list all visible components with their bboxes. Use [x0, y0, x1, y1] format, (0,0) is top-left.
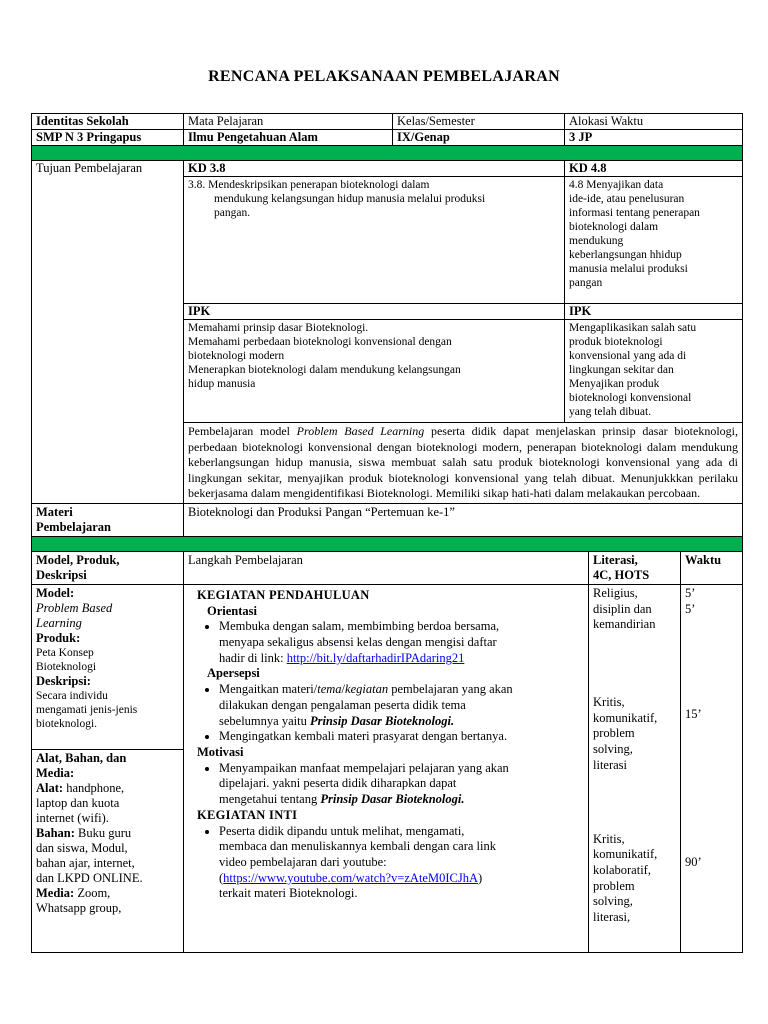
- literasi-cell: [589, 584, 681, 952]
- media-text: Whatsapp group,: [36, 900, 122, 915]
- kd2-line: 4.8 Menyajikan data: [569, 179, 664, 191]
- alat-text: laptop dan kuota: [36, 795, 120, 810]
- alat-cell: [32, 749, 184, 952]
- daftar-hadir-link[interactable]: http://bit.ly/daftarhadirIPAdaring21: [286, 650, 465, 665]
- waktu-value: 5’: [685, 585, 696, 600]
- steps-table: [31, 552, 743, 953]
- paragraph-text: Pembelajaran model: [188, 424, 297, 438]
- col-literasi-line: 4C, HOTS: [593, 567, 650, 582]
- ipk1-text: [184, 320, 565, 423]
- col-model-line: Deskripsi: [36, 567, 87, 582]
- waktu-value: 5’: [685, 601, 696, 616]
- kegiatan-inti-heading: KEGIATAN INTI: [197, 807, 298, 822]
- step-text: menyapa sekaligus absensi kelas dengan mengisi daftar: [219, 635, 497, 650]
- tujuan-paragraph: [184, 423, 743, 504]
- ipk1-title: IPK: [184, 304, 565, 320]
- tujuan-table: [31, 161, 743, 552]
- kd2-line: informasi tentang penerapan: [569, 207, 700, 219]
- ipk2-line: Menyajikan produk: [569, 378, 660, 390]
- literasi-line: Kritis,: [593, 831, 625, 846]
- model-value: Problem Based: [36, 600, 113, 615]
- ipk2-line: produk bioteknologi: [569, 336, 663, 348]
- deskripsi-line: Secara individu: [36, 689, 108, 702]
- bahan-text: bahan ajar, internet,: [36, 855, 135, 870]
- kd1-number: 3.8.: [188, 179, 206, 191]
- literasi-block-3: [593, 832, 676, 926]
- step-text: ): [477, 870, 483, 885]
- model-label: Model:: [36, 585, 75, 600]
- literasi-line: komunikatif,: [593, 847, 658, 862]
- ipk1-line: Menerapkan bioteknologi dalam mendukung kelangsungan: [188, 364, 461, 376]
- produk-value: Peta Konsep: [36, 646, 94, 659]
- literasi-block-1: [593, 586, 676, 633]
- orientasi-list: [197, 619, 582, 666]
- apersepsi-heading: Apersepsi: [207, 666, 260, 681]
- kd2-text: [565, 177, 743, 304]
- deskripsi-line: bioteknologi.: [36, 717, 98, 730]
- literasi-line: solving,: [593, 894, 633, 909]
- step-text: sebelumnya yaitu: [219, 713, 310, 728]
- deskripsi-label: Deskripsi:: [36, 673, 91, 688]
- step-text: video pembelajaran dari youtube:: [219, 854, 387, 869]
- col-model-line: Model, Produk,: [36, 552, 120, 567]
- alat-line: [36, 781, 179, 796]
- literasi-line: literasi: [593, 757, 628, 772]
- label-kelas: Kelas/Semester: [393, 114, 565, 130]
- ipk2-line: Mengaplikasikan salah satu: [569, 322, 697, 334]
- step-text: Membuka dengan salam, membimbing berdoa bersama,: [219, 619, 500, 634]
- literasi-block-2: [593, 695, 676, 774]
- deskripsi-line: mengamati jenis-jenis: [36, 703, 138, 716]
- ipk2-line: yang telah dibuat.: [569, 406, 652, 418]
- langkah-cell: [184, 584, 589, 952]
- value-sekolah: SMP N 3 Pringapus: [32, 130, 184, 146]
- ipk2-line: bioteknologi konvensional: [569, 392, 692, 404]
- kd2-title: KD 4.8: [565, 161, 743, 177]
- waktu-value: 90’: [685, 855, 702, 870]
- literasi-line: kemandirian: [593, 617, 656, 632]
- step-text: mengetahui tentang: [219, 792, 321, 807]
- waktu-cell: [681, 584, 743, 952]
- value-alokasi: 3 JP: [565, 130, 743, 146]
- kd2-line: ide-ide, atau penelusuran: [569, 193, 685, 205]
- apersepsi-list: [197, 682, 582, 745]
- ipk1-line: bioteknologi modern: [188, 350, 285, 362]
- bahan-text: dan siswa, Modul,: [36, 840, 128, 855]
- bahan-label: Bahan:: [36, 825, 75, 840]
- alat-text: internet (wifi).: [36, 810, 109, 825]
- step-text: (: [219, 870, 224, 885]
- media-text: Zoom,: [74, 885, 111, 900]
- literasi-line: disiplin dan: [593, 601, 652, 616]
- literasi-line: problem: [593, 726, 635, 741]
- media-line: [36, 886, 179, 901]
- document-title: RENCANA PELAKSANAAN PEMBELAJARAN: [208, 68, 560, 85]
- produk-label: Produk:: [36, 630, 81, 645]
- bahan-text: Buku guru: [74, 825, 132, 840]
- kegiatan-pendahuluan-heading: KEGIATAN PENDAHULUAN: [197, 587, 370, 602]
- kd1-text: [184, 177, 565, 304]
- step-text: Prinsip Dasar Bioteknologi.: [320, 792, 465, 807]
- paragraph-model: Problem Based Learning: [296, 424, 425, 438]
- ipk2-title: IPK: [565, 304, 743, 320]
- step-text: tema: [317, 682, 342, 697]
- label-alokasi: Alokasi Waktu: [565, 114, 743, 130]
- orientasi-heading: Orientasi: [207, 603, 257, 618]
- ipk2-line: lingkungan sekitar dan: [569, 364, 674, 376]
- list-item: [219, 761, 582, 808]
- col-literasi-line: Literasi,: [593, 552, 638, 567]
- ipk1-line: hidup manusia: [188, 378, 256, 390]
- alat-heading: Media:: [36, 765, 75, 780]
- model-value: Learning: [36, 615, 82, 630]
- ipk2-text: [565, 320, 743, 423]
- kd2-line: bioteknologi dalam: [569, 221, 659, 233]
- step-text: terkait materi Bioteknologi.: [219, 886, 358, 901]
- literasi-line: kolaboratif,: [593, 863, 651, 877]
- kd2-line: mendukung: [569, 235, 624, 247]
- literasi-line: problem: [593, 878, 635, 893]
- step-text: Prinsip Dasar Bioteknologi.: [309, 713, 455, 728]
- label-tujuan: Tujuan Pembelajaran: [32, 161, 184, 503]
- list-item: [219, 682, 582, 729]
- col-waktu: Waktu: [681, 552, 743, 585]
- identity-table: [31, 113, 743, 161]
- bahan-text: dan LKPD ONLINE.: [36, 870, 143, 885]
- materi-label-line: Pembelajaran: [36, 519, 111, 534]
- model-cell: [32, 584, 184, 749]
- literasi-line: Religius,: [593, 585, 638, 600]
- motivasi-list: [197, 761, 582, 808]
- step-text: kegiatan: [345, 682, 389, 697]
- media-label: Media:: [36, 885, 75, 900]
- green-divider: [32, 536, 743, 551]
- materi-label-line: Materi: [36, 504, 73, 519]
- kd1-line: Mendeskripsikan penerapan bioteknologi dalam: [208, 179, 430, 191]
- kd1-line: pangan.: [214, 207, 251, 219]
- list-item: • Mengingatkan kembali materi prasyarat dengan bertanya.: [219, 729, 582, 745]
- youtube-link[interactable]: https://www.youtube.com/watch?v=zAteM0ICJhA: [223, 870, 478, 885]
- value-kelas: IX/Genap: [393, 130, 565, 146]
- paragraph-text: peserta didik dapat menjelaskan prinsip dasar bioteknologi, perbedaan bioteknologi konvensional dengan bioteknologi modern, penerapan bioteknologi dalam mendukung keberlangsungan hidup manusia, siswa membuat salah satu produk bioteknologi konvensional yang ada di lingkungan sekitar, menyajikan produk bioteknologi konvensional yang telah dibuat. Menunjukkkan perilaku bekerjasama dalam mengidentifikasi Bioteknologi. Memiliki sikap hati-hati dalam melakaukan percobaan.: [188, 424, 738, 501]
- step-text: dilakukan dengan pengalaman peserta didik tema: [219, 697, 466, 712]
- step-text: /: [341, 682, 346, 697]
- literasi-line: literasi,: [593, 910, 631, 925]
- col-literasi: [589, 552, 681, 585]
- label-materi: [32, 503, 184, 536]
- kd2-line: keberlangsungan hhidup: [569, 249, 682, 261]
- inti-list: [197, 824, 582, 903]
- literasi-line: komunikatif,: [593, 710, 658, 725]
- list-item: [219, 824, 582, 903]
- value-mapel: Ilmu Pengetahuan Alam: [184, 130, 393, 146]
- col-langkah: Langkah Pembelajaran: [184, 552, 589, 585]
- kd2-line: manusia melalui produksi: [569, 263, 688, 275]
- step-text: dipelajari. yakni peserta didik diharapkan dapat: [219, 776, 457, 791]
- green-divider: [32, 146, 743, 161]
- rpp-document: [31, 113, 742, 953]
- ipk2-line: konvensional yang ada di: [569, 350, 687, 362]
- step-text: Peserta didik dipandu untuk melihat, mengamati,: [219, 823, 465, 838]
- kd1-line: mendukung kelangsungan hidup manusia melalui produksi: [214, 193, 486, 205]
- alat-text: handphone,: [63, 780, 125, 795]
- label-mapel: Mata Pelajaran: [184, 114, 393, 130]
- alat-label: Alat:: [36, 780, 64, 795]
- step-text: membaca dan menuliskannya kembali dengan cara link: [219, 839, 496, 854]
- step-text: Mengaitkan materi/: [219, 682, 318, 697]
- produk-value: Bioteknologi: [36, 660, 97, 673]
- alat-heading: Alat, Bahan, dan: [36, 750, 127, 765]
- step-text: hadir di link:: [219, 650, 287, 665]
- col-model: [32, 552, 184, 585]
- literasi-line: Kritis,: [593, 695, 625, 710]
- list-item: [219, 619, 582, 666]
- waktu-value: 15’: [685, 707, 702, 722]
- materi-value: Bioteknologi dan Produksi Pangan “Pertemuan ke-1”: [184, 503, 743, 536]
- label-identitas: Identitas Sekolah: [32, 114, 184, 130]
- step-text: pembelajaran yang akan: [388, 682, 513, 697]
- step-text: Menyampaikan manfaat mempelajari pelajaran yang akan: [219, 760, 509, 775]
- ipk1-line: Memahami perbedaan bioteknologi konvensional dengan: [188, 336, 452, 348]
- ipk1-line: Memahami prinsip dasar Bioteknologi.: [188, 322, 369, 334]
- motivasi-heading: Motivasi: [197, 745, 244, 759]
- literasi-line: solving,: [593, 742, 633, 757]
- kd1-title: KD 3.8: [184, 161, 565, 177]
- bahan-line: [36, 826, 179, 841]
- kd2-line: pangan: [569, 277, 603, 289]
